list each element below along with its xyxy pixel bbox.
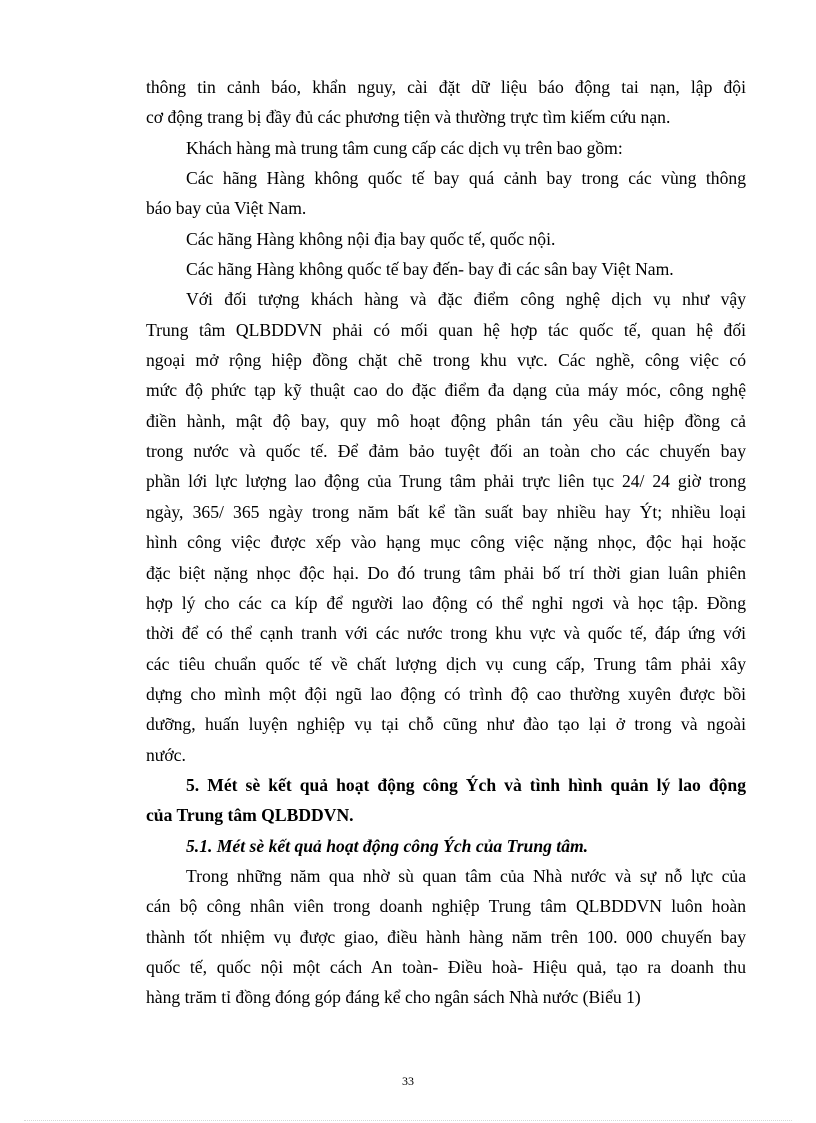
subsection-heading: 5.1. Mét sè kết quả hoạt động công Ých của Trung tâm. <box>186 835 589 856</box>
text-line: ngày, 365/ 365 ngày trong năm bất kể tần suất bay nhiều hay Ýt; nhiều loại <box>146 501 746 522</box>
text-line: mức độ phức tạp kỹ thuật cao do đặc điểm đa dạng của máy móc, công nghệ <box>146 380 746 401</box>
text-line: Khách hàng mà trung tâm cung cấp các dịch vụ trên bao gồm: <box>186 137 623 158</box>
section-heading: 5. Mét sè kết quả hoạt động công Ých và tình hình quản lý lao động <box>186 774 746 795</box>
text-line: Các hãng Hàng không quốc tế bay đến- bay đi các sân bay Việt Nam. <box>186 259 674 280</box>
text-line: thông tin cảnh báo, khẩn nguy, cài đặt dữ liệu báo động tai nạn, lập đội <box>146 77 746 97</box>
text-line: Trong những năm qua nhờ sù quan tâm của Nhà nước và sự nỗ lực của <box>186 865 746 886</box>
text-line: Với đối tượng khách hàng và đặc điểm công nghệ dịch vụ như vậy <box>186 289 746 310</box>
text-line: hợp lý cho các ca kíp để người lao động có thể nghỉ ngơi và học tập. Đồng <box>146 592 746 613</box>
text-line: thành tốt nhiệm vụ được giao, điều hành hàng năm trên 100. 000 chuyến bay <box>146 926 746 947</box>
text-line: hình công việc được xếp vào hạng mục công việc nặng nhọc, độc hại hoặc <box>146 532 746 553</box>
text-line: nước. <box>146 744 186 765</box>
text-line: điền hành, mật độ bay, quy mô hoạt động phân tán yêu cầu hiệp đồng cả <box>146 410 746 431</box>
text-line: quốc tế, quốc nội một cách An toàn- Điều hoà- Hiệu quả, tạo ra doanh thu <box>146 956 746 977</box>
text-line: đặc biệt nặng nhọc độc hại. Do đó trung tâm phải bố trí thời gian luân phiên <box>146 562 746 583</box>
text-line: báo bay của Việt Nam. <box>146 198 307 219</box>
text-line: thời để có thể cạnh tranh với các nước trong khu vực và quốc tế, đáp ứng với <box>146 623 746 644</box>
text-line: dưỡng, huấn luyện nghiệp vụ tại chỗ cũng như đào tạo lại ở trong và ngoài <box>146 714 746 735</box>
page-bottom-rule <box>24 1120 792 1121</box>
text-line: Các hãng Hàng không quốc tế bay quá cảnh bay trong các vùng thông <box>186 168 746 189</box>
text-line: phần lới lực lượng lao động của Trung tâm phải trực liên tục 24/ 24 giờ trong <box>146 471 746 492</box>
text-line: các tiêu chuẩn quốc tế về chất lượng dịch vụ cung cấp, Trung tâm phải xây <box>146 653 746 674</box>
text-line: Trung tâm QLBDDVN phải có mối quan hệ hợp tác quốc tế, quan hệ đối <box>146 319 746 340</box>
text-line: ngoại mở rộng hiệp đồng chặt chẽ trong khu vực. Các nghề, công việc có <box>146 350 746 371</box>
text-line: Các hãng Hàng không nội địa bay quốc tế, quốc nội. <box>186 228 556 249</box>
text-line: hàng trăm tỉ đồng đóng góp đáng kể cho ngân sách Nhà nước (Biểu 1) <box>146 987 641 1008</box>
text-line: dựng cho mình một đội ngũ lao động có trình độ cao thường xuyên được bồi <box>146 683 746 704</box>
text-line: cơ động trang bị đầy đủ các phương tiện và thường trực tìm kiếm cứu nạn. <box>146 107 671 128</box>
text-line: trong nước và quốc tế. Để đảm bảo tuyệt đối an toàn cho các chuyến bay <box>146 441 746 462</box>
page-number: 33 <box>402 1074 414 1088</box>
text-line: cán bộ công nhân viên trong doanh nghiệp Trung tâm QLBDDVN luôn hoàn <box>146 896 746 917</box>
body-text <box>146 72 746 1013</box>
section-heading-cont: của Trung tâm QLBDDVN. <box>146 805 354 826</box>
